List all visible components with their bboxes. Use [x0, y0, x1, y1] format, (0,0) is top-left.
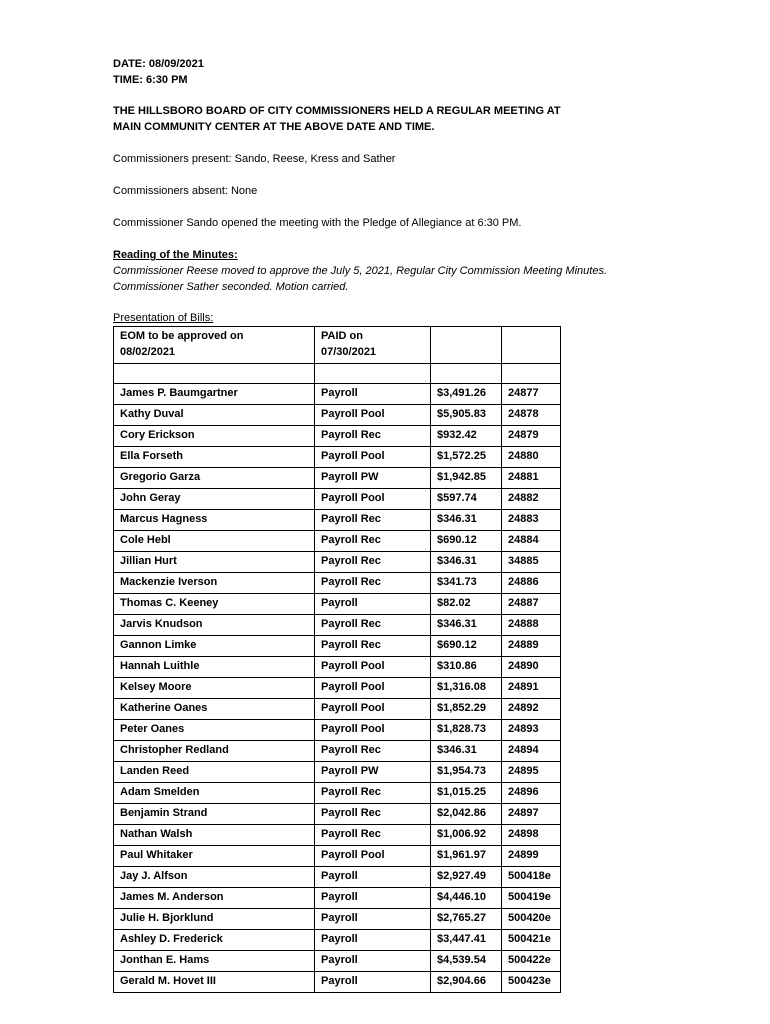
payee-name-cell: Gerald M. Hovet III [114, 972, 315, 993]
payee-name-cell: Julie H. Bjorklund [114, 909, 315, 930]
table-row [114, 720, 561, 741]
table-row [114, 825, 561, 846]
meeting-opening: Commissioner Sando opened the meeting with the Pledge of Allegiance at 6:30 PM. [113, 217, 522, 229]
eom-header-line2: 08/02/2021 [120, 346, 176, 358]
amount-cell: $2,927.49 [431, 867, 502, 888]
amount-cell: $346.31 [431, 615, 502, 636]
table-row [114, 531, 561, 552]
payroll-type-cell: Payroll Rec [315, 615, 431, 636]
spacer-cell [431, 364, 502, 384]
check-number-cell: 24889 [502, 636, 561, 657]
amount-cell: $82.02 [431, 594, 502, 615]
payee-name-cell: Jillian Hurt [114, 552, 315, 573]
payroll-type-cell: Payroll Pool [315, 678, 431, 699]
payroll-type-cell: Payroll Pool [315, 846, 431, 867]
payee-name-cell: Ashley D. Frederick [114, 930, 315, 951]
check-number-cell: 24890 [502, 657, 561, 678]
payee-name-cell: Peter Oanes [114, 720, 315, 741]
check-number-cell: 24891 [502, 678, 561, 699]
payee-name-cell: Ella Forseth [114, 447, 315, 468]
table-row [114, 846, 561, 867]
payroll-type-cell: Payroll [315, 909, 431, 930]
check-number-cell: 24896 [502, 783, 561, 804]
header-cell-check [502, 327, 561, 364]
payroll-type-cell: Payroll Pool [315, 447, 431, 468]
payroll-type-cell: Payroll Pool [315, 489, 431, 510]
paid-header-line2: 07/30/2021 [321, 346, 377, 358]
spacer-cell [315, 364, 431, 384]
check-number-cell: 24886 [502, 573, 561, 594]
amount-cell: $1,572.25 [431, 447, 502, 468]
table-row [114, 972, 561, 993]
amount-cell: $1,852.29 [431, 699, 502, 720]
bills-heading: Presentation of Bills: [113, 312, 214, 324]
check-number-cell: 500418e [502, 867, 561, 888]
payee-name-cell: John Geray [114, 489, 315, 510]
check-number-cell: 24893 [502, 720, 561, 741]
check-number-cell: 24897 [502, 804, 561, 825]
payroll-type-cell: Payroll Rec [315, 825, 431, 846]
eom-header-line1: EOM to be approved on [120, 330, 244, 342]
amount-cell: $1,828.73 [431, 720, 502, 741]
amount-cell: $5,905.83 [431, 405, 502, 426]
commissioners-present: Commissioners present: Sando, Reese, Kress and Sather [113, 153, 396, 165]
table-row [114, 573, 561, 594]
check-number-cell: 24883 [502, 510, 561, 531]
check-number-cell: 24892 [502, 699, 561, 720]
payroll-type-cell: Payroll Pool [315, 657, 431, 678]
check-number-cell: 34885 [502, 552, 561, 573]
check-number-cell: 500423e [502, 972, 561, 993]
table-row [114, 489, 561, 510]
meeting-date: DATE: 08/09/2021 [113, 58, 204, 70]
payee-name-cell: Mackenzie Iverson [114, 573, 315, 594]
payee-name-cell: Jay J. Alfson [114, 867, 315, 888]
amount-cell: $1,942.85 [431, 468, 502, 489]
check-number-cell: 24878 [502, 405, 561, 426]
table-row [114, 783, 561, 804]
check-number-cell: 24888 [502, 615, 561, 636]
payroll-type-cell: Payroll Rec [315, 552, 431, 573]
amount-cell: $1,316.08 [431, 678, 502, 699]
payee-name-cell: Landen Reed [114, 762, 315, 783]
bills-table-header [114, 327, 561, 364]
table-row [114, 405, 561, 426]
intro-line-1: THE HILLSBORO BOARD OF CITY COMMISSIONERS HELD A REGULAR MEETING AT [113, 105, 561, 117]
amount-cell: $346.31 [431, 552, 502, 573]
table-row [114, 762, 561, 783]
spacer-cell [114, 364, 315, 384]
amount-cell: $346.31 [431, 741, 502, 762]
table-row [114, 804, 561, 825]
payee-name-cell: Christopher Redland [114, 741, 315, 762]
amount-cell: $3,447.41 [431, 930, 502, 951]
amount-cell: $4,539.54 [431, 951, 502, 972]
amount-cell: $1,006.92 [431, 825, 502, 846]
payee-name-cell: Hannah Luithle [114, 657, 315, 678]
table-row [114, 510, 561, 531]
amount-cell: $2,904.66 [431, 972, 502, 993]
payroll-type-cell: Payroll PW [315, 468, 431, 489]
amount-cell: $1,961.97 [431, 846, 502, 867]
amount-cell: $4,446.10 [431, 888, 502, 909]
amount-cell: $932.42 [431, 426, 502, 447]
amount-cell: $346.31 [431, 510, 502, 531]
commissioners-absent: Commissioners absent: None [113, 185, 258, 197]
payee-name-cell: Katherine Oanes [114, 699, 315, 720]
amount-cell: $690.12 [431, 531, 502, 552]
payee-name-cell: Adam Smelden [114, 783, 315, 804]
payroll-type-cell: Payroll Rec [315, 573, 431, 594]
payee-name-cell: Thomas C. Keeney [114, 594, 315, 615]
table-row [114, 657, 561, 678]
table-row [114, 426, 561, 447]
table-row [114, 636, 561, 657]
table-row [114, 909, 561, 930]
payroll-type-cell: Payroll [315, 930, 431, 951]
payroll-type-cell: Payroll Rec [315, 426, 431, 447]
header-cell-eom [114, 327, 315, 364]
payroll-type-cell: Payroll Rec [315, 804, 431, 825]
payee-name-cell: Jonthan E. Hams [114, 951, 315, 972]
check-number-cell: 24880 [502, 447, 561, 468]
check-number-cell: 24882 [502, 489, 561, 510]
check-number-cell: 500419e [502, 888, 561, 909]
payroll-type-cell: Payroll Pool [315, 699, 431, 720]
payroll-type-cell: Payroll [315, 951, 431, 972]
check-number-cell: 24884 [502, 531, 561, 552]
table-row [114, 888, 561, 909]
check-number-cell: 24877 [502, 384, 561, 405]
header-cell-amount [431, 327, 502, 364]
spacer-cell [502, 364, 561, 384]
table-row [114, 468, 561, 489]
payroll-type-cell: Payroll [315, 888, 431, 909]
payroll-type-cell: Payroll Rec [315, 531, 431, 552]
payroll-type-cell: Payroll Pool [315, 720, 431, 741]
check-number-cell: 24881 [502, 468, 561, 489]
amount-cell: $310.86 [431, 657, 502, 678]
amount-cell: $341.73 [431, 573, 502, 594]
table-row [114, 678, 561, 699]
payee-name-cell: Cory Erickson [114, 426, 315, 447]
payee-name-cell: Kelsey Moore [114, 678, 315, 699]
table-row [114, 384, 561, 405]
paid-header-line1: PAID on [321, 330, 363, 342]
table-row [114, 552, 561, 573]
meeting-time: TIME: 6:30 PM [113, 74, 188, 86]
check-number-cell: 24898 [502, 825, 561, 846]
payee-name-cell: Paul Whitaker [114, 846, 315, 867]
payroll-type-cell: Payroll Rec [315, 783, 431, 804]
payroll-type-cell: Payroll [315, 867, 431, 888]
payroll-type-cell: Payroll [315, 594, 431, 615]
check-number-cell: 24899 [502, 846, 561, 867]
payroll-type-cell: Payroll Rec [315, 636, 431, 657]
payee-name-cell: Gannon Limke [114, 636, 315, 657]
check-number-cell: 24894 [502, 741, 561, 762]
amount-cell: $2,765.27 [431, 909, 502, 930]
payee-name-cell: Jarvis Knudson [114, 615, 315, 636]
payroll-type-cell: Payroll Pool [315, 405, 431, 426]
payroll-type-cell: Payroll Rec [315, 510, 431, 531]
payee-name-cell: James P. Baumgartner [114, 384, 315, 405]
document-page [113, 56, 673, 993]
payee-name-cell: Kathy Duval [114, 405, 315, 426]
payee-name-cell: James M. Anderson [114, 888, 315, 909]
check-number-cell: 500420e [502, 909, 561, 930]
check-number-cell: 500421e [502, 930, 561, 951]
payee-name-cell: Gregorio Garza [114, 468, 315, 489]
bills-table [113, 326, 561, 993]
table-row [114, 741, 561, 762]
payee-name-cell: Nathan Walsh [114, 825, 315, 846]
table-row [114, 615, 561, 636]
minutes-motion-line-1: Commissioner Reese moved to approve the July 5, 2021, Regular City Commission Meeting Minutes. [113, 265, 607, 277]
amount-cell: $690.12 [431, 636, 502, 657]
amount-cell: $597.74 [431, 489, 502, 510]
minutes-motion-line-2: Commissioner Sather seconded. Motion carried. [113, 281, 349, 293]
payroll-type-cell: Payroll PW [315, 762, 431, 783]
payee-name-cell: Benjamin Strand [114, 804, 315, 825]
minutes-heading: Reading of the Minutes: [113, 249, 238, 261]
table-row [114, 867, 561, 888]
check-number-cell: 24895 [502, 762, 561, 783]
table-row [114, 951, 561, 972]
check-number-cell: 24887 [502, 594, 561, 615]
table-row [114, 930, 561, 951]
check-number-cell: 500422e [502, 951, 561, 972]
table-row [114, 447, 561, 468]
check-number-cell: 24879 [502, 426, 561, 447]
payroll-type-cell: Payroll [315, 972, 431, 993]
payee-name-cell: Marcus Hagness [114, 510, 315, 531]
payroll-type-cell: Payroll [315, 384, 431, 405]
header-cell-paid [315, 327, 431, 364]
amount-cell: $2,042.86 [431, 804, 502, 825]
amount-cell: $3,491.26 [431, 384, 502, 405]
intro-line-2: MAIN COMMUNITY CENTER AT THE ABOVE DATE AND TIME. [113, 121, 435, 133]
payroll-type-cell: Payroll Rec [315, 741, 431, 762]
payee-name-cell: Cole Hebl [114, 531, 315, 552]
table-row [114, 699, 561, 720]
amount-cell: $1,954.73 [431, 762, 502, 783]
amount-cell: $1,015.25 [431, 783, 502, 804]
table-row [114, 594, 561, 615]
bills-table-spacer-row [114, 364, 561, 384]
